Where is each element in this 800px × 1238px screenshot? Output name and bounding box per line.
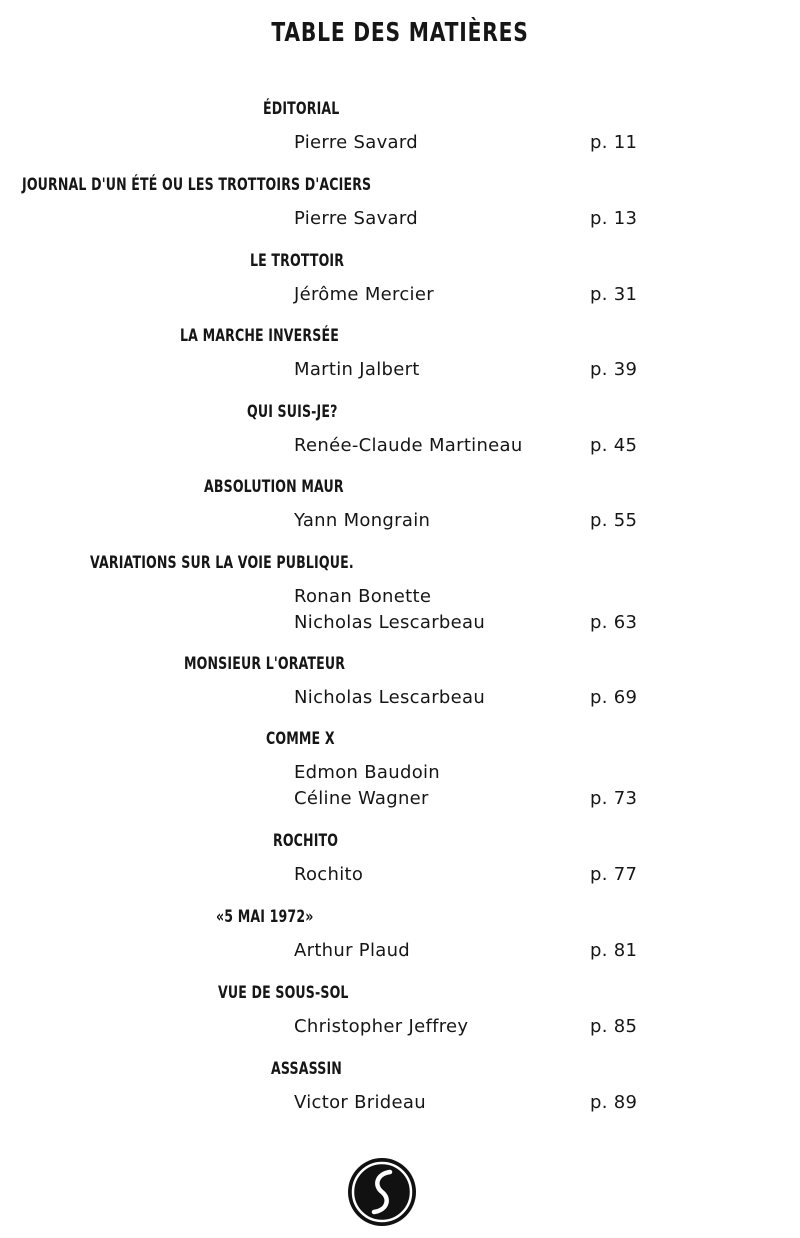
entry-title: ÉDITORIAL [263, 99, 340, 119]
entry-author: Martin Jalbert [294, 359, 420, 380]
entry-title: VUE DE SOUS-SOL [218, 983, 349, 1003]
s-emblem-icon [346, 1156, 418, 1228]
entry-title: JOURNAL D'UN ÉTÉ OU LES TROTTOIRS D'ACIERS [22, 175, 372, 195]
entry-title: ABSOLUTION MAUR [204, 477, 344, 497]
entry-page: p. 11 [590, 132, 638, 153]
entry-author: Pierre Savard [294, 132, 418, 153]
entry-author: Victor Brideau [294, 1092, 426, 1113]
entry-author: Edmon Baudoin [294, 762, 441, 783]
entry-title: QUI SUIS-JE? [247, 402, 338, 422]
entry-page: p. 85 [590, 1016, 638, 1037]
entry-page: p. 13 [590, 208, 638, 229]
page-title: TABLE DES MATIÈRES [271, 18, 529, 48]
entry-page: p. 69 [590, 687, 638, 708]
entry-title: MONSIEUR L'ORATEUR [184, 654, 346, 674]
entry-title: ROCHITO [273, 831, 339, 851]
entry-author: Jérôme Mercier [294, 284, 434, 305]
entry-page: p. 55 [590, 510, 638, 531]
entry-author: Ronan Bonette [294, 586, 432, 607]
entry-author: Nicholas Lescarbeau [294, 687, 486, 708]
entry-author: Christopher Jeffrey [294, 1016, 469, 1037]
entry-title: LE TROTTOIR [250, 251, 345, 271]
entry-author: Rochito [294, 864, 364, 885]
entry-page: p. 89 [590, 1092, 638, 1113]
entry-page: p. 77 [590, 864, 638, 885]
entry-author: Yann Mongrain [294, 510, 431, 531]
entry-title: «5 MAI 1972» [216, 907, 314, 927]
entry-author: Céline Wagner [294, 788, 429, 809]
entry-page: p. 45 [590, 435, 638, 456]
entry-title: COMME X [266, 729, 335, 749]
entry-page: p. 81 [590, 940, 638, 961]
entry-author: Renée-Claude Martineau [294, 435, 523, 456]
entry-page: p. 73 [590, 788, 638, 809]
entry-page: p. 31 [590, 284, 638, 305]
entry-title: ASSASSIN [271, 1059, 342, 1079]
entry-author: Nicholas Lescarbeau [294, 612, 486, 633]
entry-page: p. 39 [590, 359, 638, 380]
entry-page: p. 63 [590, 612, 638, 633]
entry-title: LA MARCHE INVERSÉE [180, 326, 339, 346]
entry-author: Arthur Plaud [294, 940, 411, 961]
entry-title: VARIATIONS SUR LA VOIE PUBLIQUE. [90, 553, 354, 573]
entry-author: Pierre Savard [294, 208, 418, 229]
